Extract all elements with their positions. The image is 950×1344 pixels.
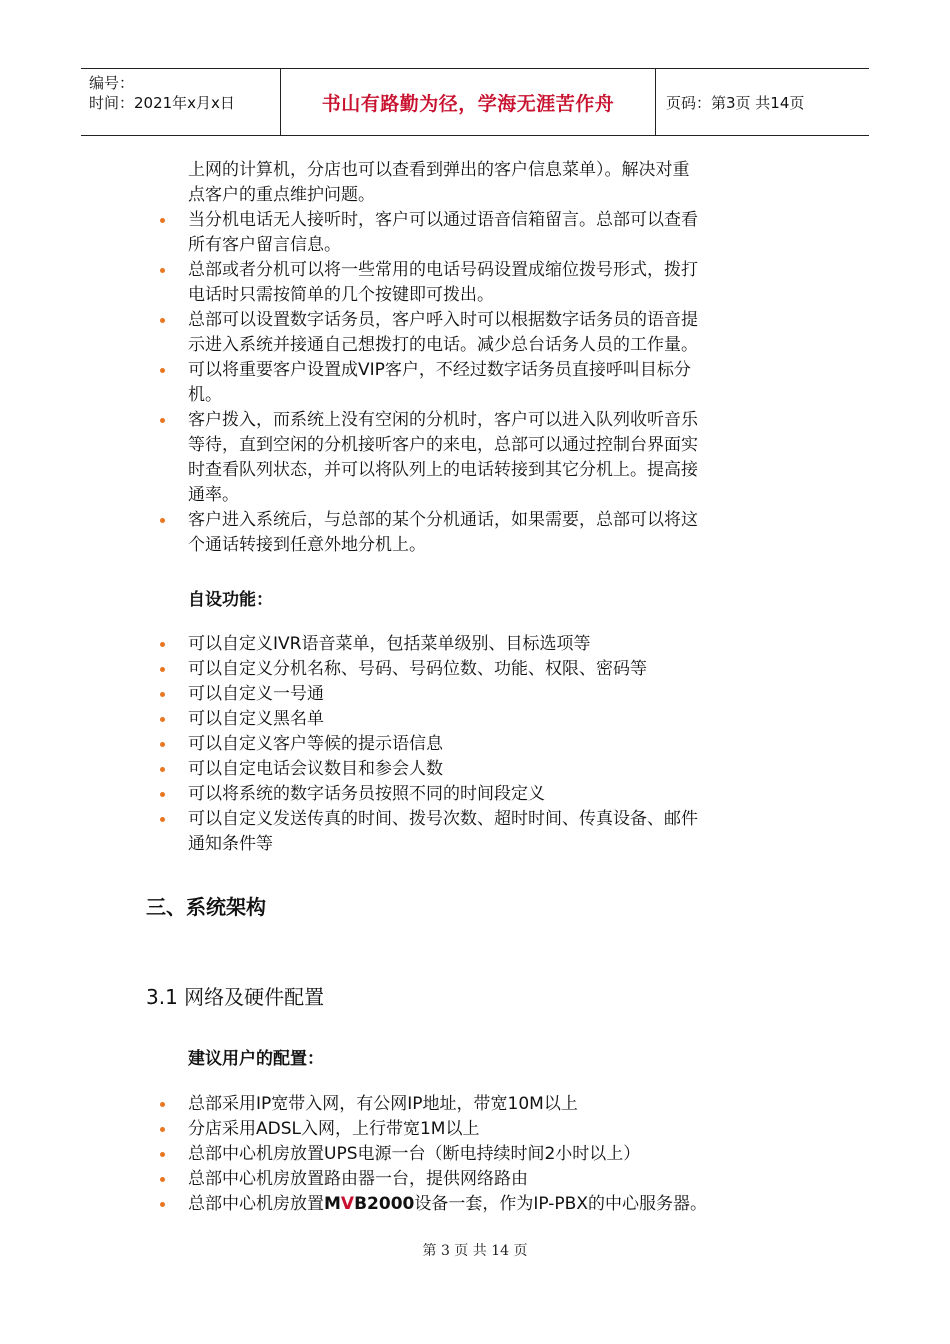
list-item-line: 等待，直到空闲的分机接听客户的来电，总部可以通过控制台界面实 (188, 435, 698, 455)
page-header (81, 68, 869, 136)
custom-features-heading: 自设功能： (188, 590, 273, 610)
list-item-line: 可以将重要客户设置成VIP客户，不经过数字话务员直接呼叫目标分 (188, 360, 691, 380)
bullet-icon (160, 767, 165, 772)
list-item (160, 757, 820, 782)
list-item-line: 可以自定义发送传真的时间、拨号次数、超时时间、传真设备、邮件 (188, 809, 698, 829)
section-title: 三、系统架构 (146, 895, 266, 919)
custom-features-list (160, 632, 820, 857)
bullet-icon (160, 1127, 165, 1132)
header-page-number: 页码：第3页 共14页 (666, 93, 805, 112)
list-item-line: 可以自定义黑名单 (188, 709, 324, 729)
list-item (160, 732, 820, 757)
bullet-icon (160, 1202, 165, 1207)
bullet-icon (160, 1152, 165, 1157)
list-item (160, 657, 820, 682)
list-item (160, 1192, 820, 1217)
bullet-icon (160, 792, 165, 797)
bullet-icon (160, 318, 165, 323)
list-item (160, 632, 820, 657)
bullet-icon (160, 692, 165, 697)
list-item-line: 个通话转接到任意外地分机上。 (188, 535, 426, 555)
list-item (160, 682, 820, 707)
bullet-icon (160, 218, 165, 223)
continuation-paragraph (188, 158, 808, 208)
bullet-icon (160, 518, 165, 523)
page-footer: 第 3 页 共 14 页 (422, 1243, 528, 1259)
text-line: 点客户的重点维护问题。 (188, 185, 375, 205)
list-item (160, 1167, 820, 1192)
item-text-prefix: 总部中心机房放置 (188, 1194, 324, 1214)
list-item (160, 408, 792, 508)
list-item-line: 电话时只需按简单的几个按键即可拨出。 (188, 285, 494, 305)
list-item-line: 机。 (188, 385, 222, 405)
list-item-line: 总部中心机房放置UPS电源一台（断电持续时间2小时以上） (188, 1144, 641, 1164)
list-item-line: 客户进入系统后，与总部的某个分机通话，如果需要，总部可以将这 (188, 510, 698, 530)
list-item (160, 1092, 820, 1117)
bullet-icon (160, 717, 165, 722)
list-item-line: 所有客户留言信息。 (188, 235, 341, 255)
list-item (160, 358, 792, 408)
bullet-icon (160, 742, 165, 747)
brand-m: M (324, 1194, 341, 1214)
list-item-line: 可以将系统的数字话务员按照不同的时间段定义 (188, 784, 545, 804)
list-item-line: 总部中心机房放置路由器一台，提供网络路由 (188, 1169, 528, 1189)
brand-rest-model: B2000 (354, 1194, 415, 1214)
list-item-line: 可以自定电话会议数目和参会人数 (188, 759, 443, 779)
list-item (160, 707, 820, 732)
config-heading: 建议用户的配置： (188, 1049, 324, 1069)
bullet-icon (160, 667, 165, 672)
list-item (160, 782, 820, 807)
list-item (160, 508, 792, 558)
list-item-line: 可以自定义分机名称、号码、号码位数、功能、权限、密码等 (188, 659, 647, 679)
subsection-title: 3.1 网络及硬件配置 (146, 985, 325, 1009)
header-date: 时间：2021年x月x日 (89, 94, 235, 112)
bullet-icon (160, 817, 165, 822)
list-item (160, 1142, 820, 1167)
list-item-line: 总部采用IP宽带入网，有公网IP地址，带宽10M以上 (188, 1094, 578, 1114)
list-item-line: 客户拨入，而系统上没有空闲的分机时，客户可以进入队列收听音乐 (188, 410, 698, 430)
bullet-icon (160, 268, 165, 273)
list-item-line: 可以自定义一号通 (188, 684, 324, 704)
list-item-line: 分店采用ADSL入网，上行带宽1M以上 (188, 1119, 480, 1139)
bullet-icon (160, 1177, 165, 1182)
bullet-icon (160, 642, 165, 647)
list-item-line: 当分机电话无人接听时，客户可以通过语音信箱留言。总部可以查看 (188, 210, 698, 230)
list-item-line: 通率。 (188, 485, 239, 505)
list-item-line: 总部可以设置数字话务员，客户呼入时可以根据数字话务员的语音提 (188, 310, 698, 330)
list-item-line: 时查看队列状态，并可以将队列上的电话转接到其它分机上。提高接 (188, 460, 698, 480)
header-info-cell (81, 69, 281, 135)
list-item (160, 308, 792, 358)
list-item (160, 1117, 820, 1142)
list-item-line: 示进入系统并接通自己想拨打的电话。减少总台话务人员的工作量。 (188, 335, 698, 355)
list-item-line: 可以自定义客户等候的提示语信息 (188, 734, 443, 754)
bullet-icon (160, 1102, 165, 1107)
list-item-line: 可以自定义IVR语音菜单，包括菜单级别、目标选项等 (188, 634, 591, 654)
brand-v: V (340, 1194, 355, 1214)
text-line: 上网的计算机，分店也可以查看到弹出的客户信息菜单）。解决对重 (188, 160, 690, 180)
bullet-icon (160, 368, 165, 373)
list-item (160, 258, 792, 308)
item-text-rest: 设备一套，作为IP-PBX的中心服务器。 (414, 1194, 707, 1214)
header-motto: 书山有路勤为径，学海无涯苦作舟 (281, 69, 656, 135)
list-item (160, 208, 792, 258)
header-number: 编号： (89, 74, 135, 92)
list-item-line: 总部或者分机可以将一些常用的电话号码设置成缩位拨号形式，拨打 (188, 260, 698, 280)
bullet-icon (160, 418, 165, 423)
list-item (160, 807, 820, 857)
config-list (160, 1092, 820, 1217)
list-item-line: 通知条件等 (188, 834, 273, 854)
feature-list (160, 208, 792, 558)
